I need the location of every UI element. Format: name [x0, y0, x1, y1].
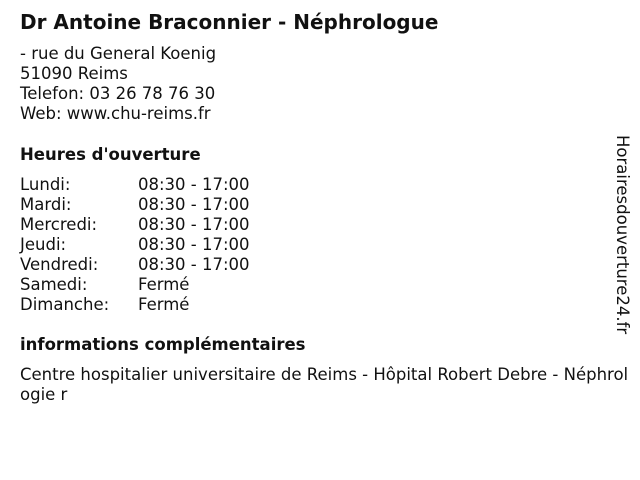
site-watermark: Horairesdouverture24.fr — [613, 135, 632, 335]
day-hours: 08:30 - 17:00 — [138, 255, 250, 274]
hours-row-thursday — [20, 235, 250, 255]
page-title: Dr Antoine Braconnier - Néphrologue — [20, 10, 439, 34]
hours-row-friday — [20, 255, 250, 275]
hours-table — [20, 175, 250, 315]
day-label: Mercredi: — [20, 215, 98, 234]
hours-row-monday — [20, 175, 250, 195]
day-label: Vendredi: — [20, 255, 99, 274]
day-label: Lundi: — [20, 175, 71, 194]
day-hours: Fermé — [138, 275, 190, 294]
day-hours: 08:30 - 17:00 — [138, 175, 250, 194]
phone-number: Telefon: 03 26 78 76 30 — [20, 84, 216, 103]
day-label: Jeudi: — [20, 235, 67, 254]
hours-heading: Heures d'ouverture — [20, 145, 201, 164]
day-hours: 08:30 - 17:00 — [138, 195, 250, 214]
address-block — [20, 44, 216, 124]
day-hours: Fermé — [138, 295, 190, 314]
website: Web: www.chu-reims.fr — [20, 104, 211, 123]
city: 51090 Reims — [20, 64, 128, 83]
hours-row-sunday — [20, 295, 250, 315]
day-label: Samedi: — [20, 275, 88, 294]
hours-row-saturday — [20, 275, 250, 295]
info-heading: informations complémentaires — [20, 335, 306, 354]
hours-row-wednesday — [20, 215, 250, 235]
info-text: Centre hospitalier universitaire de Reims - Hôpital Robert Debre - Néphrologie r — [20, 365, 629, 404]
day-label: Mardi: — [20, 195, 72, 214]
day-hours: 08:30 - 17:00 — [138, 235, 250, 254]
day-label: Dimanche: — [20, 295, 110, 314]
street-address: - rue du General Koenig — [20, 44, 217, 63]
day-hours: 08:30 - 17:00 — [138, 215, 250, 234]
hours-row-tuesday — [20, 195, 250, 215]
